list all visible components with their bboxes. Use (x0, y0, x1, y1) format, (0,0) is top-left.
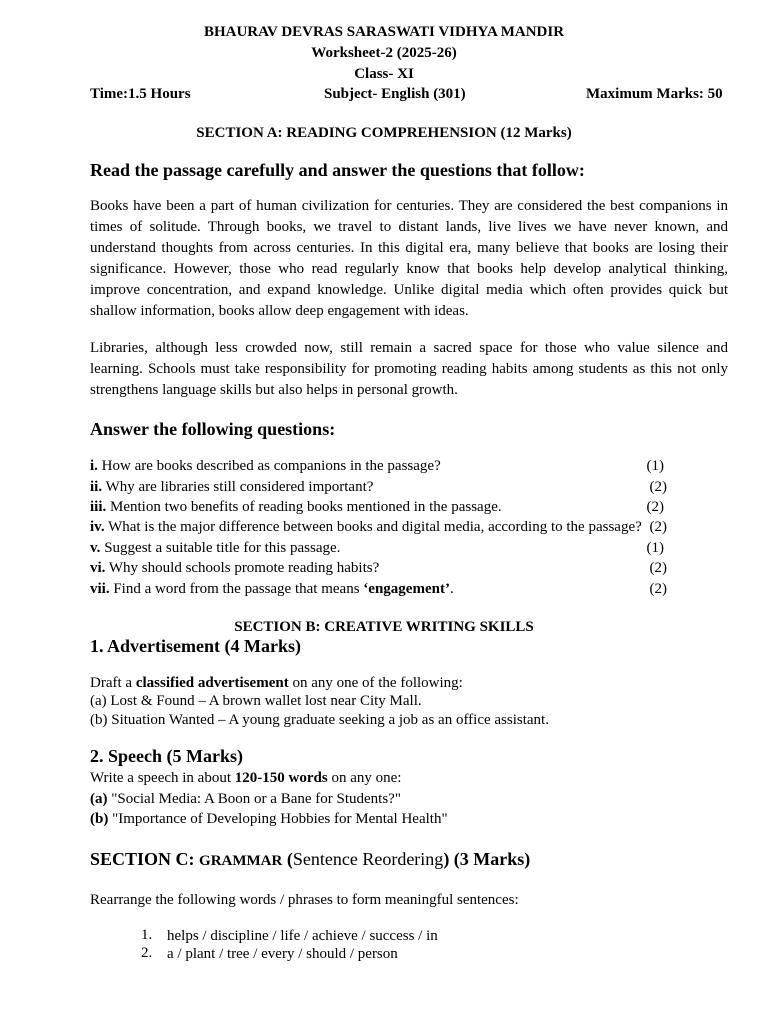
section-c-open: ( (282, 849, 293, 869)
question-marks: (1) (646, 540, 664, 556)
question-number: ii. (90, 479, 103, 495)
reorder-item-number: 1. (141, 927, 153, 943)
time-label: Time:1.5 Hours (90, 86, 191, 102)
reorder-item-text: a / plant / tree / every / should / person (167, 946, 398, 962)
speech-option-text: "Social Media: A Boon or a Bane for Students?" (107, 791, 401, 807)
question-marks: (2) (649, 560, 667, 576)
question-text: Why should schools promote reading habits? (105, 560, 380, 576)
speech-option-a (90, 790, 401, 808)
section-c-grammar: GRAMMAR (199, 853, 283, 869)
question-number: iv. (90, 519, 105, 535)
speech-option-label: (b) (90, 811, 109, 827)
question-number: vii. (90, 581, 110, 597)
ad-intro-text: Draft a (90, 675, 136, 691)
advertisement-heading: 1. Advertisement (4 Marks) (90, 636, 301, 656)
question-number: iii. (90, 499, 107, 515)
reorder-item-number: 2. (141, 945, 153, 961)
ad-intro-text-end: on any one of the following: (288, 675, 463, 691)
section-a-instruction: Read the passage carefully and answer the questions that follow: (90, 160, 585, 180)
question-text: Why are libraries still considered important? (102, 479, 374, 495)
advertisement-option-a: (a) Lost & Found – A brown wallet lost near City Mall. (90, 693, 422, 709)
question-row (90, 456, 667, 476)
section-a-title: SECTION A: READING COMPREHENSION (12 Marks) (196, 125, 572, 141)
advertisement-option-b: (b) Situation Wanted – A young graduate seeking a job as an office assistant. (90, 712, 549, 728)
passage-paragraph-2: Libraries, although less crowded now, still remain a sacred space for those who value silence and learning. Schools must take responsibility for promoting reading habits among students as this not only strengthens language skills but also helps in personal growth. (90, 340, 728, 398)
question-marks: (2) (646, 499, 664, 515)
question-text: How are books described as companions in the passage? (97, 458, 441, 474)
speech-intro-text: Write a speech in about (90, 770, 235, 786)
class-label: Class- XI (354, 66, 414, 82)
speech-intro-emphasis: 120-150 words (234, 770, 328, 786)
section-b-title: SECTION B: CREATIVE WRITING SKILLS (234, 619, 534, 635)
ad-intro-emphasis: classified advertisement (135, 675, 289, 691)
speech-heading: 2. Speech (5 Marks) (90, 746, 243, 766)
question-marks: (2) (649, 479, 667, 495)
question-row (90, 477, 667, 497)
advertisement-instruction (90, 674, 463, 692)
worksheet-title: Worksheet-2 (2025-26) (311, 45, 457, 61)
question-number: i. (90, 458, 98, 474)
speech-instruction (90, 769, 401, 787)
speech-option-b (90, 810, 448, 828)
question-marks: (1) (646, 458, 664, 474)
question-punctuation: . (449, 581, 454, 597)
question-text: Find a word from the passage that means (109, 581, 364, 597)
speech-option-label: (a) (90, 791, 108, 807)
question-text: Suggest a suitable title for this passage. (100, 540, 341, 556)
speech-option-text: "Importance of Developing Hobbies for Mental Health" (108, 811, 448, 827)
passage-paragraph-1: Books have been a part of human civilization for centuries. They are considered the best companions in times of solitude. Through books, we travel to distant lands, live lives we have never known, and understand thoughts from across centuries. In this digital era, many believe that books are losing their significance. However, those who read regularly know that books help develop analytical thinking, improve concentration, and expand knowledge. Unlike digital media which often provides quick but shallow information, books allow deep engagement with ideas. (90, 198, 728, 319)
subject-label: Subject- English (301) (324, 86, 466, 102)
question-text: What is the major difference between books and digital media, according to the passage? (104, 519, 642, 535)
speech-intro-text-end: on any one: (327, 770, 402, 786)
section-c-instruction: Rearrange the following words / phrases to form meaningful sentences: (90, 892, 519, 908)
questions-heading: Answer the following questions: (90, 419, 336, 439)
section-c-title (90, 849, 530, 870)
question-number: vi. (90, 560, 106, 576)
section-c-topic: Sentence Reordering (292, 849, 444, 869)
question-row (90, 579, 667, 599)
question-text: Mention two benefits of reading books mentioned in the passage. (106, 499, 502, 515)
question-row (90, 517, 667, 537)
question-keyword: ‘engagement’ (363, 581, 450, 597)
question-row (90, 497, 667, 517)
question-number: v. (90, 540, 101, 556)
max-marks-label: Maximum Marks: 50 (586, 86, 723, 102)
question-row (90, 558, 667, 578)
school-name: BHAURAV DEVRAS SARASWATI VIDHYA MANDIR (203, 24, 565, 40)
section-c-prefix: SECTION C: (90, 849, 200, 869)
reorder-item-text: helps / discipline / life / achieve / success / in (167, 928, 438, 944)
question-marks: (2) (649, 581, 667, 597)
section-c-close: ) (3 Marks) (443, 849, 531, 869)
question-row (90, 538, 667, 558)
question-marks: (2) (649, 519, 667, 535)
